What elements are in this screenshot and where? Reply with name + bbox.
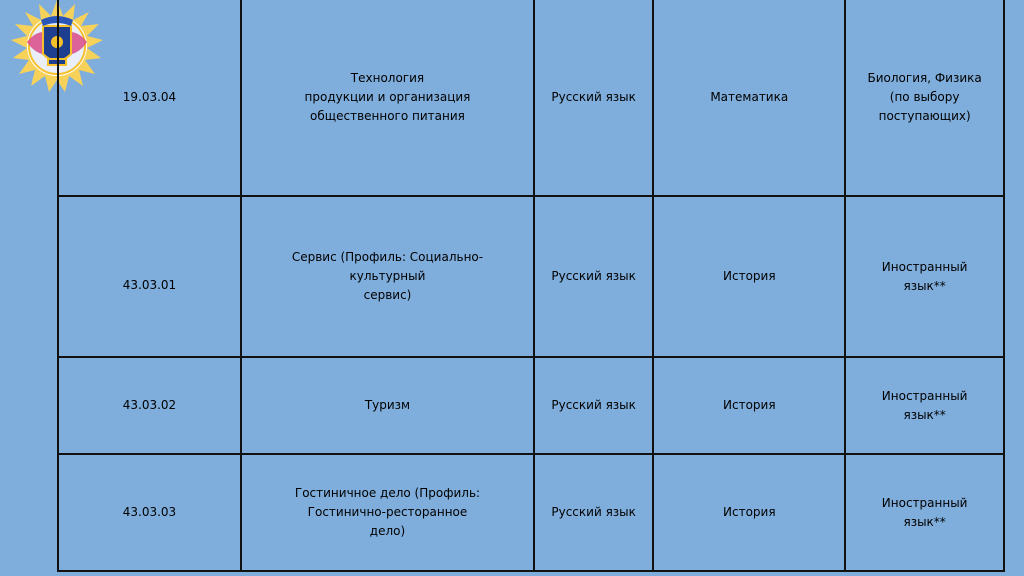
program-code: 43.03.02 bbox=[122, 398, 177, 412]
program-name-line: общественного питания bbox=[310, 109, 465, 123]
program-code: 43.03.01 bbox=[122, 278, 177, 292]
program-name-line: Гостинично-ресторанное bbox=[307, 505, 468, 519]
exam-3-line: (по выбору bbox=[889, 90, 960, 104]
exam-3-cell bbox=[845, 357, 1004, 454]
exam-2-subject: История bbox=[723, 398, 776, 412]
exam-3-line: Иностранный bbox=[881, 495, 968, 510]
table-row bbox=[58, 0, 1004, 196]
exam-3-line: язык** bbox=[903, 407, 946, 422]
exam-2-cell bbox=[653, 357, 845, 454]
exam-1-cell bbox=[534, 357, 653, 454]
program-code-cell bbox=[58, 196, 241, 357]
exam-1-subject: Русский язык bbox=[551, 505, 636, 519]
exam-3-cell bbox=[845, 196, 1004, 357]
table-row bbox=[58, 357, 1004, 454]
program-name-cell bbox=[241, 196, 534, 357]
program-name-line: культурный bbox=[349, 269, 426, 283]
exam-2-subject: История bbox=[723, 269, 776, 283]
program-name-line: Туризм bbox=[364, 398, 411, 412]
program-code: 43.03.03 bbox=[122, 505, 177, 519]
program-name-line: Сервис (Профиль: Социально- bbox=[291, 250, 484, 264]
exam-1-cell bbox=[534, 454, 653, 571]
program-name-line: продукции и организация bbox=[304, 90, 471, 104]
exam-2-cell bbox=[653, 454, 845, 571]
exam-1-cell bbox=[534, 0, 653, 196]
exam-3-line: Иностранный bbox=[881, 388, 968, 403]
program-code-cell bbox=[58, 357, 241, 454]
program-name-cell bbox=[241, 454, 534, 571]
table-row bbox=[58, 196, 1004, 357]
exam-3-cell bbox=[845, 0, 1004, 196]
program-name-line: сервис) bbox=[363, 288, 412, 302]
exam-3-line: язык** bbox=[903, 514, 946, 529]
exam-1-subject: Русский язык bbox=[551, 398, 636, 412]
program-code-cell bbox=[58, 454, 241, 571]
program-code-cell bbox=[58, 0, 241, 196]
exam-2-subject: Математика bbox=[710, 90, 789, 104]
program-name-cell bbox=[241, 357, 534, 454]
program-name-line: дело) bbox=[369, 524, 406, 538]
table-row bbox=[58, 454, 1004, 571]
exam-3-line: язык** bbox=[903, 278, 946, 293]
exam-3-line: Биология, Физика bbox=[867, 71, 982, 85]
exam-1-subject: Русский язык bbox=[551, 269, 636, 283]
exam-2-cell bbox=[653, 196, 845, 357]
exam-3-line: поступающих) bbox=[878, 109, 971, 123]
exam-3-cell bbox=[845, 454, 1004, 571]
program-name-line: Технология bbox=[350, 71, 425, 85]
exams-table bbox=[57, 0, 1005, 572]
exam-2-cell bbox=[653, 0, 845, 196]
exam-2-subject: История bbox=[723, 505, 776, 519]
exam-1-cell bbox=[534, 196, 653, 357]
program-code: 19.03.04 bbox=[122, 90, 177, 104]
exam-3-line: Иностранный bbox=[881, 259, 968, 274]
exam-1-subject: Русский язык bbox=[551, 90, 636, 104]
program-name-line: Гостиничное дело (Профиль: bbox=[294, 486, 481, 500]
program-name-cell bbox=[241, 0, 534, 196]
